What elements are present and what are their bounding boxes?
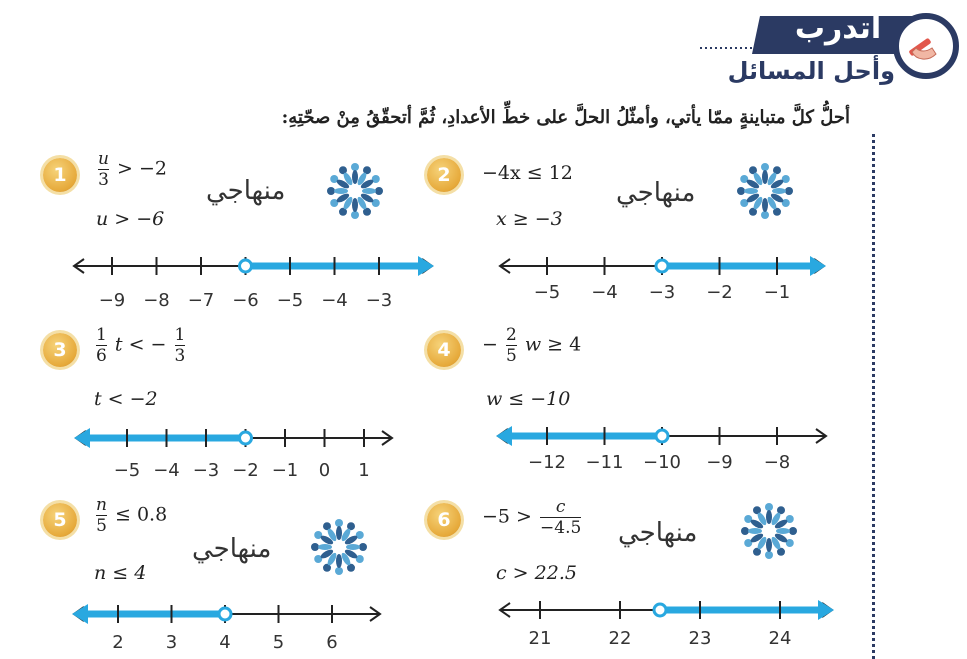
tick-label: −2	[232, 460, 259, 481]
problem-6-number: 6	[427, 503, 461, 537]
endpoint-marker	[656, 260, 668, 272]
tick-label: −5	[276, 290, 304, 311]
tick-label: −6	[232, 290, 259, 311]
problem-5-solution: n ≤ 4	[94, 562, 147, 584]
tick-label: −4	[591, 282, 618, 303]
tick-label: 5	[272, 632, 285, 653]
solution-arrow-icon	[72, 604, 88, 624]
problem-3-solution: t < −2	[94, 388, 158, 410]
endpoint-marker	[219, 608, 231, 620]
problem-5-number: 5	[43, 503, 77, 537]
tick-label: −10	[643, 452, 681, 473]
tick-label: −11	[585, 452, 624, 473]
problem-6-watermark-label: منهاجي	[618, 518, 698, 548]
tick-label: −5	[113, 460, 141, 481]
tick-label: −8	[763, 452, 791, 473]
tick-label: 2	[112, 632, 124, 653]
tick-label: −7	[187, 290, 215, 311]
solution-arrow-icon	[418, 256, 434, 276]
header-title: أتدرب	[794, 11, 882, 46]
header-subtitle: وأحل المسائل	[727, 57, 895, 85]
problem-5-inequality: $\frac{n}{5}$ ≤ 0.8	[96, 495, 168, 536]
solution-arrow-icon	[810, 256, 826, 276]
problem-1-solution: u > −6	[96, 208, 165, 230]
instruction-text: أحلُّ كلَّ متباينةٍ ممّا يأتي، وأمثّلُ الحلَّ على خطِّ الأعدادِ، ثُمَّ أتحقّقُ مِنْ صحّتِهِ:	[281, 107, 850, 128]
problem-5-watermark-label: منهاجي	[192, 534, 272, 564]
tick-label: −9	[706, 452, 733, 473]
tick-label: −4	[153, 460, 180, 481]
solution-arrow-icon	[818, 600, 834, 620]
solution-arrow-icon	[496, 426, 512, 446]
problem-1-watermark-label: منهاجي	[206, 176, 286, 206]
tick-label: −9	[98, 290, 126, 311]
endpoint-marker	[240, 432, 252, 444]
tick-label: −8	[143, 290, 170, 311]
endpoint-marker	[654, 604, 666, 616]
tick-label: 23	[688, 628, 712, 649]
problem-6-solution: c > 22.5	[496, 562, 577, 584]
problem-1-number: 1	[43, 158, 77, 192]
tick-label: −3	[648, 282, 676, 303]
tick-label: −5	[533, 282, 561, 303]
tick-label: 0	[318, 460, 331, 481]
tick-label: −12	[528, 452, 566, 473]
problem-2-inequality: −4x ≤ 12	[482, 162, 573, 184]
tick-label: −1	[763, 282, 791, 303]
solution-arrow-icon	[74, 428, 90, 448]
problem-4-number: 4	[427, 333, 461, 367]
problem-1-inequality: $\frac{u}{3}$ > −2	[98, 149, 167, 190]
tick-label: 24	[768, 628, 792, 649]
problem-2-solution: x ≥ −3	[496, 208, 563, 230]
tick-label: −1	[271, 460, 299, 481]
tick-label: 6	[326, 632, 338, 653]
problem-6-inequality: −5 > $\frac{c}{-4.5}$	[482, 497, 582, 538]
tick-label: −4	[321, 290, 348, 311]
problem-4-solution: w ≤ −10	[486, 388, 571, 410]
problem-2-number: 2	[427, 158, 461, 192]
tick-label: 4	[219, 632, 231, 653]
endpoint-marker	[656, 430, 668, 442]
tick-label: −3	[365, 290, 393, 311]
tick-label: 3	[165, 632, 178, 653]
problem-2-watermark-label: منهاجي	[616, 178, 696, 208]
problem-3-number: 3	[43, 333, 77, 367]
endpoint-marker	[240, 260, 252, 272]
tick-label: −2	[706, 282, 733, 303]
tick-label: −3	[192, 460, 220, 481]
tick-label: 22	[608, 628, 632, 649]
tick-label: 1	[358, 460, 370, 481]
problem-4-inequality: − $\frac{2}{5}$ w ≥ 4	[482, 325, 582, 366]
tick-label: 21	[528, 628, 552, 649]
problem-3-inequality: $\frac{1}{6}$ t < − $\frac{1}{3}$	[96, 325, 186, 366]
